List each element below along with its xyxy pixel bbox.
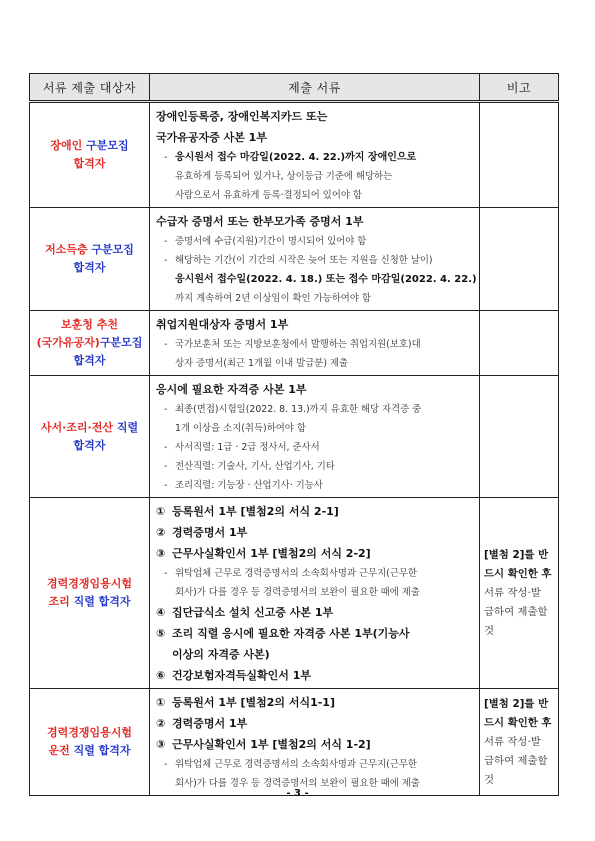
dash-mark: - bbox=[164, 461, 168, 472]
note-cell bbox=[480, 102, 559, 208]
list-item bbox=[156, 501, 475, 522]
target-text: 보훈청 추천 bbox=[61, 318, 118, 331]
target-text: 저소득층 bbox=[45, 243, 88, 256]
note-cell bbox=[480, 208, 559, 311]
sub-line: 전산직렬: 기술사, 기사, 산업기사, 기타 bbox=[175, 461, 335, 472]
note-cell bbox=[480, 498, 559, 689]
list-item bbox=[156, 713, 475, 734]
item-text: 근무사실확인서 1부 [별첨2의 서식 2-2] bbox=[172, 547, 371, 560]
note-line: 서류 작성·발 bbox=[484, 735, 541, 748]
sub-line: 회사)가 다를 경우 등 경력증명서의 보완이 필요한 때에 제출 bbox=[175, 778, 420, 789]
sub-line: 사람으로서 유효하게 등록·결정되어 있어야 함 bbox=[175, 190, 362, 201]
target-text: 합격자 bbox=[73, 157, 106, 170]
sub-line: 상자 증명서(최근 1개월 이내 발급분) 제출 bbox=[175, 358, 349, 369]
item-text: 집단급식소 설치 신고증 사본 1부 bbox=[172, 606, 334, 619]
dash-mark: - bbox=[164, 236, 168, 247]
table-row bbox=[30, 498, 559, 689]
target-text: 직렬 합격자 bbox=[73, 595, 131, 608]
table-row bbox=[30, 689, 559, 796]
page-number: - 3 - bbox=[286, 788, 309, 799]
sub-line: 증명서에 수급(지원)기간이 명시되어 있어야 함 bbox=[175, 236, 367, 247]
note-line: 급하여 제출할 bbox=[484, 754, 548, 767]
note-line: [별첨 2]를 반 bbox=[484, 697, 549, 710]
header-note: 비고 bbox=[480, 74, 559, 102]
list-item bbox=[156, 623, 475, 644]
target-text: 합격자 bbox=[73, 261, 106, 274]
sub-line: 사서직렬: 1급 · 2급 정사서, 준사서 bbox=[175, 442, 320, 453]
sub-line: 유효하게 등록되어 있거나, 상이등급 기준에 해당하는 bbox=[175, 171, 393, 182]
target-text: 장애인 bbox=[50, 139, 83, 152]
target-cell bbox=[30, 311, 150, 376]
item-number: ⑥ bbox=[156, 669, 166, 682]
note-line: 서류 작성·발 bbox=[484, 586, 541, 599]
target-text: 합격자 bbox=[73, 438, 106, 452]
sub-line: 회사)가 다를 경우 등 경력증명서의 보완이 필요한 때에 제출 bbox=[175, 587, 420, 598]
note-line: 드시 확인한 후 bbox=[484, 716, 552, 729]
header-docs: 제출 서류 bbox=[150, 74, 480, 102]
target-text: 합격자 bbox=[73, 354, 106, 367]
item-number: ③ bbox=[156, 547, 166, 560]
item-text: 등록원서 1부 [별첨2의 서식1-1] bbox=[172, 696, 335, 709]
list-item bbox=[156, 543, 475, 564]
docs-cell bbox=[150, 498, 480, 689]
sub-line: 해당하는 기간(이 기간의 시작은 늦어 또는 지원을 신청한 날이) bbox=[175, 255, 433, 266]
sub-line: 응시원서 접수 마감일(2022. 4. 22.)까지 장애인으로 bbox=[175, 152, 417, 163]
sub-line: 위탁업체 근무로 경력증명서의 소속회사명과 근무지(근무한 bbox=[175, 759, 417, 770]
item-text: 등록원서 1부 [별첨2의 서식 2-1] bbox=[172, 505, 339, 518]
target-text: 구분모집 bbox=[86, 139, 129, 152]
target-text: (국가유공자) bbox=[36, 336, 100, 349]
list-item bbox=[156, 522, 475, 543]
note-line: 드시 확인한 후 bbox=[484, 567, 552, 580]
item-number: ② bbox=[156, 717, 166, 730]
table-header-row bbox=[30, 74, 559, 102]
table-row bbox=[30, 208, 559, 311]
doc-line: 장애인등록증, 장애인복지카드 또는 bbox=[156, 110, 328, 123]
doc-line: 응시에 필요한 자격증 사본 1부 bbox=[156, 383, 307, 396]
dash-mark: - bbox=[164, 255, 168, 266]
list-item bbox=[156, 734, 475, 755]
target-text: 운전 bbox=[48, 744, 70, 757]
list-item bbox=[156, 602, 475, 623]
doc-line: 취업지원대상자 증명서 1부 bbox=[156, 318, 289, 331]
dash-mark: - bbox=[164, 152, 168, 163]
note-line: 급하여 제출할 bbox=[484, 605, 548, 618]
docs-cell bbox=[150, 208, 480, 311]
item-number: ⑤ bbox=[156, 627, 166, 640]
target-text: 경력경쟁임용시험 bbox=[46, 726, 132, 739]
target-cell bbox=[30, 376, 150, 498]
target-text: 사서·조리·전산 bbox=[40, 420, 113, 434]
list-item bbox=[156, 644, 475, 665]
dash-mark: - bbox=[164, 480, 168, 491]
item-text: 조리 직렬 응시에 필요한 자격증 사본 1부(기능사 bbox=[172, 627, 410, 640]
item-number: ④ bbox=[156, 606, 166, 619]
target-cell bbox=[30, 689, 150, 796]
sub-line: 조리직렬: 기능장 · 산업기사· 기능사 bbox=[175, 480, 323, 491]
item-number: ③ bbox=[156, 738, 166, 751]
item-text: 이상의 자격증 사본) bbox=[172, 648, 270, 661]
docs-cell bbox=[150, 689, 480, 796]
note-line: 것 bbox=[484, 624, 495, 637]
table-row bbox=[30, 311, 559, 376]
note-cell bbox=[480, 689, 559, 796]
dash-mark: - bbox=[164, 404, 168, 415]
target-text: 구분모집 bbox=[91, 243, 134, 256]
doc-line: 수급자 증명서 또는 한부모가족 증명서 1부 bbox=[156, 215, 364, 228]
docs-cell bbox=[150, 376, 480, 498]
list-item bbox=[156, 665, 475, 686]
dash-mark: - bbox=[164, 568, 168, 579]
note-cell bbox=[480, 311, 559, 376]
docs-cell bbox=[150, 102, 480, 208]
target-cell bbox=[30, 208, 150, 311]
dash-mark: - bbox=[164, 759, 168, 770]
target-text: 구분모집 bbox=[99, 336, 143, 349]
target-text: 조리 bbox=[48, 595, 70, 608]
header-target: 서류 제출 대상자 bbox=[30, 74, 150, 102]
target-text: 직렬 bbox=[116, 420, 139, 434]
dash-mark: - bbox=[164, 339, 168, 350]
doc-line: 국가유공자증 사본 1부 bbox=[156, 131, 267, 144]
document-table bbox=[29, 73, 559, 796]
target-cell bbox=[30, 498, 150, 689]
item-text: 경력증명서 1부 bbox=[172, 717, 248, 730]
note-cell bbox=[480, 376, 559, 498]
table-row bbox=[30, 376, 559, 498]
note-line: 것 bbox=[484, 773, 495, 786]
item-text: 건강보험자격득실확인서 1부 bbox=[172, 669, 311, 682]
table-row bbox=[30, 102, 559, 208]
item-number: ① bbox=[156, 505, 166, 518]
item-text: 근무사실확인서 1부 [별첨2의 서식 1-2] bbox=[172, 738, 371, 751]
item-number: ① bbox=[156, 696, 166, 709]
item-text: 경력증명서 1부 bbox=[172, 526, 248, 539]
target-text: 경력경쟁임용시험 bbox=[46, 577, 132, 590]
item-number: ② bbox=[156, 526, 166, 539]
sub-line: 1개 이상을 소지(취득)하여야 함 bbox=[175, 423, 306, 434]
sub-line: 까지 계속하여 2년 이상임이 확인 가능하여야 함 bbox=[175, 293, 371, 304]
sub-line: 위탁업체 근무로 경력증명서의 소속회사명과 근무지(근무한 bbox=[175, 568, 417, 579]
docs-cell bbox=[150, 311, 480, 376]
sub-line: 국가보훈처 또는 지방보훈청에서 발행하는 취업지원(보호)대 bbox=[175, 339, 421, 350]
sub-line: 최종(면접)시험일(2022. 8. 13.)까지 유효한 해당 자격증 중 bbox=[175, 404, 422, 415]
list-item bbox=[156, 692, 475, 713]
dash-mark: - bbox=[164, 442, 168, 453]
note-line: [별첨 2]를 반 bbox=[484, 548, 549, 561]
target-cell bbox=[30, 102, 150, 208]
target-text: 직렬 합격자 bbox=[73, 744, 131, 757]
sub-line: 응시원서 접수일(2022. 4. 18.) 또는 접수 마감일(2022. 4. 22.) bbox=[175, 274, 477, 285]
